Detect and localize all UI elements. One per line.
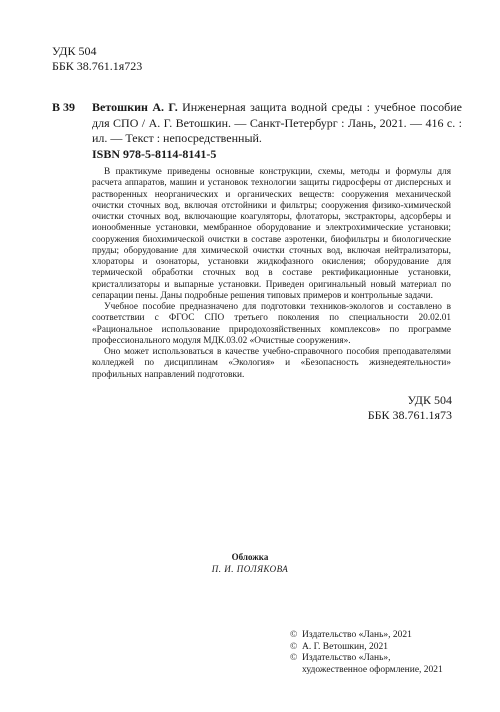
copyright-line (290, 665, 443, 677)
classification-codes-top (52, 44, 142, 74)
cover-label: Обложка (231, 552, 269, 562)
udk-code: УДК 504 (52, 44, 97, 58)
copyright-line (290, 653, 443, 665)
copyright-symbol: © (290, 630, 298, 640)
copyright-text: Издательство «Лань», 2021 (302, 630, 412, 640)
author-mark: В 39 (52, 100, 76, 114)
copyright-line (290, 642, 443, 654)
copyright-text: Издательство «Лань», (302, 653, 391, 663)
cover-designer: П. И. ПОЛЯКОВА (211, 564, 289, 574)
title-and-publication: Инженерная защита водной среды : учебное пособие для СПО / А. Г. Ветошкин. — Санкт-Петербург : Лань, 2021. — 416 с. : ил. — Текст : непосредственный. (92, 100, 462, 145)
cover-credit (0, 551, 500, 575)
annotation-paragraph: В практикуме приведены основные конструкции, схемы, методы и формулы для расчета аппаратов, машин и установок технологии защиты гидросферы от дисперсных и растворенных неорганических и органических веществ: сооружения механической очистки сточных вод, включая отстойники и фильтры; сооружения физико-химической очистки сточных вод, включающие коагуляторы, флотаторы, экстракторы, адсорберы и ионообменные установки, мембранное оборудование и электрохимические установки; сооружения биохимической очистки в составе аэротенки, биофильтры и биологические пруды; оборудование для химической очистки сточных вод, включая нейтрализаторы, хлораторы и озонаторы, установки жидкофазного окисления; оборудование для термической обработки сточных вод в составе ректификационные установки, кристаллизаторы и выпарные установки. Приведен оригинальный новый материал по сепарации пены. Даны подробные решения типовых примеров и контрольные задачи. (92, 167, 451, 301)
isbn: ISBN 978-5-8114-8141-5 (92, 147, 217, 161)
copyright-symbol: © (290, 653, 298, 663)
udk-code: УДК 504 (407, 393, 452, 407)
copyright-symbol (290, 665, 302, 677)
bibliographic-entry (52, 100, 462, 147)
copyright-text: А. Г. Ветошкин, 2021 (302, 641, 388, 652)
bibliographic-description (92, 100, 462, 147)
copyright-line (290, 630, 443, 642)
author-name: Ветошкин А. Г. (92, 100, 178, 114)
annotation-paragraph: Учебное пособие предназначено для подготовки техников-экологов и составлено в соответствии с ФГОС СПО третьего поколения по специальности 20.02.01 «Рациональное использование природохозяйственных комплексов» по программе профессионального модуля МДК.03.02 «Очистные сооружения». (92, 302, 451, 346)
annotation (92, 167, 451, 381)
annotation-paragraph: Оно может использоваться в качестве учебно-справочного пособия преподавателями колледжей по дисциплинам «Экология» и «Безопасность жизнедеятельности» профильных направлений подготовки. (92, 347, 451, 380)
copyright-block (290, 630, 443, 676)
bbk-code: ББК 38.761.1я73 (367, 408, 452, 422)
bbk-code: ББК 38.761.1я723 (52, 59, 143, 73)
copyright-symbol: © (290, 641, 298, 652)
classification-codes-bottom (368, 393, 452, 423)
copyright-text: художественное оформление, 2021 (302, 664, 443, 675)
